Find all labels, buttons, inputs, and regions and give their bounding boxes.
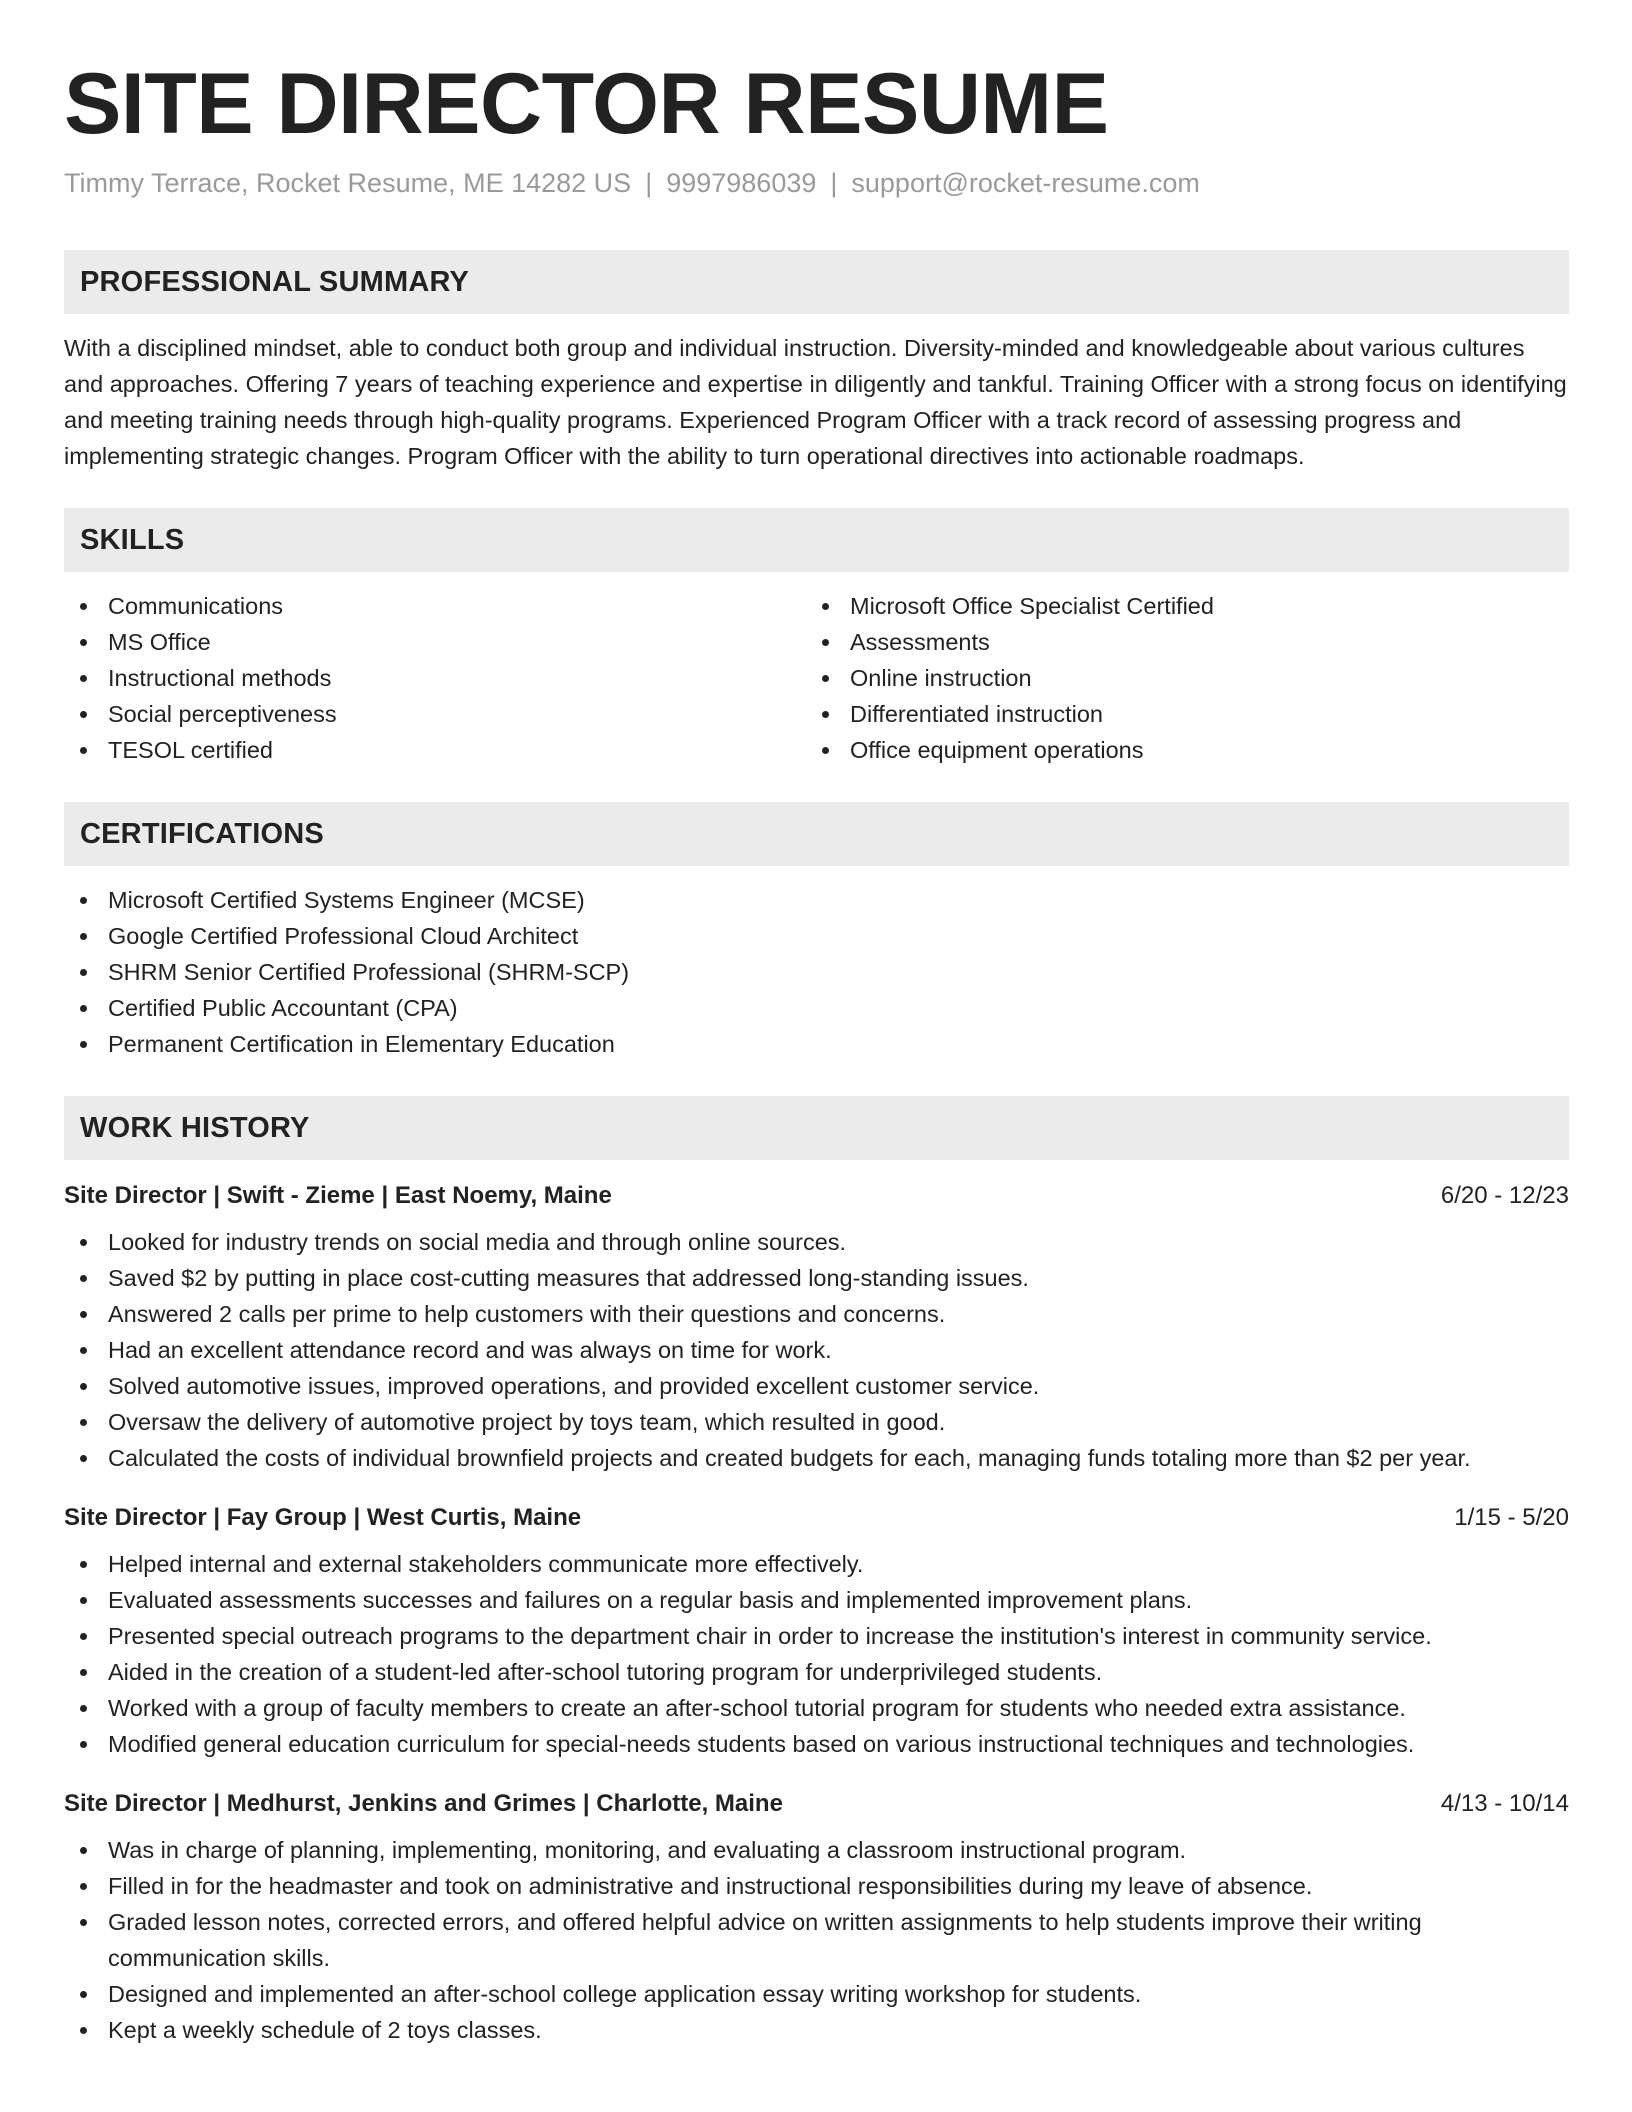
- skill-item: MS Office: [64, 624, 806, 660]
- job-dates: 6/20 - 12/23: [1440, 1182, 1569, 1209]
- job-title: Site Director | Medhurst, Jenkins and Grimes | Charlotte, Maine: [64, 1790, 783, 1817]
- job-bullet: Designed and implemented an after-school college application essay writing workshop for students.: [64, 1976, 1569, 2012]
- skills-list-right: [806, 588, 1548, 768]
- skill-item: Assessments: [806, 624, 1548, 660]
- job-entry: [64, 1786, 1569, 2048]
- job-bullet: Filled in for the headmaster and took on administrative and instructional responsibilities during my leave of absence.: [64, 1868, 1569, 1904]
- job-bullet: Answered 2 calls per prime to help customers with their questions and concerns.: [64, 1296, 1569, 1332]
- job-bullet: Calculated the costs of individual brownfield projects and created budgets for each, managing funds totaling more than $2 per year.: [64, 1440, 1569, 1476]
- job-bullet: Graded lesson notes, corrected errors, and offered helpful advice on written assignments to help students improve their writing communication skills.: [64, 1904, 1569, 1976]
- work-history-section-header: [64, 1096, 1569, 1160]
- certifications-heading: CERTIFICATIONS: [80, 817, 324, 850]
- skills-heading: SKILLS: [80, 523, 185, 556]
- job-header: [64, 1786, 1569, 1822]
- certification-item: SHRM Senior Certified Professional (SHRM-SCP): [64, 954, 1569, 990]
- summary-heading: PROFESSIONAL SUMMARY: [80, 265, 470, 298]
- job-bullets: [64, 1832, 1569, 2048]
- certification-item: Microsoft Certified Systems Engineer (MCSE): [64, 882, 1569, 918]
- job-dates: 4/13 - 10/14: [1440, 1790, 1569, 1817]
- job-entry: [64, 1178, 1569, 1476]
- work-history-heading: WORK HISTORY: [80, 1111, 310, 1144]
- job-bullet: Solved automotive issues, improved operations, and provided excellent customer service.: [64, 1368, 1569, 1404]
- certification-item: Certified Public Accountant (CPA): [64, 990, 1569, 1026]
- skills-section-header: [64, 508, 1569, 572]
- skill-item: Instructional methods: [64, 660, 806, 696]
- skills-list-left: [64, 588, 806, 768]
- job-bullet: Saved $2 by putting in place cost-cutting measures that addressed long-standing issues.: [64, 1260, 1569, 1296]
- contact-address: Timmy Terrace, Rocket Resume, ME 14282 US: [64, 168, 632, 198]
- skill-item: Microsoft Office Specialist Certified: [806, 588, 1548, 624]
- skill-item: Social perceptiveness: [64, 696, 806, 732]
- job-title: Site Director | Fay Group | West Curtis, Maine: [64, 1504, 582, 1531]
- skill-item: Office equipment operations: [806, 732, 1548, 768]
- job-bullets: [64, 1546, 1569, 1762]
- certification-item: Permanent Certification in Elementary Education: [64, 1026, 1569, 1062]
- job-title: Site Director | Swift - Zieme | East Noemy, Maine: [64, 1182, 612, 1209]
- contact-separator: |: [645, 168, 653, 198]
- certifications-section-header: [64, 802, 1569, 866]
- skill-item: TESOL certified: [64, 732, 806, 768]
- summary-section-header: [64, 250, 1569, 314]
- job-bullet: Kept a weekly schedule of 2 toys classes.: [64, 2012, 1569, 2048]
- skill-item: Differentiated instruction: [806, 696, 1548, 732]
- job-entry: [64, 1500, 1569, 1762]
- skill-item: Communications: [64, 588, 806, 624]
- contact-line: [64, 166, 1569, 200]
- contact-separator: |: [830, 168, 838, 198]
- job-bullet: Had an excellent attendance record and was always on time for work.: [64, 1332, 1569, 1368]
- job-bullet: Looked for industry trends on social media and through online sources.: [64, 1224, 1569, 1260]
- resume-page: [64, 56, 1569, 2048]
- contact-email: support@rocket-resume.com: [851, 168, 1200, 198]
- job-bullet: Worked with a group of faculty members to create an after-school tutorial program for students who needed extra assistance.: [64, 1690, 1569, 1726]
- certification-item: Google Certified Professional Cloud Architect: [64, 918, 1569, 954]
- resume-title: SITE DIRECTOR RESUME: [64, 56, 1109, 152]
- job-bullet: Modified general education curriculum for special-needs students based on various instructional techniques and technologies.: [64, 1726, 1569, 1762]
- job-header: [64, 1178, 1569, 1214]
- skill-item: Online instruction: [806, 660, 1548, 696]
- job-dates: 1/15 - 5/20: [1454, 1504, 1569, 1531]
- job-bullet: Was in charge of planning, implementing, monitoring, and evaluating a classroom instructional program.: [64, 1832, 1569, 1868]
- job-bullet: Presented special outreach programs to the department chair in order to increase the institution's interest in community service.: [64, 1618, 1569, 1654]
- job-bullet: Evaluated assessments successes and failures on a regular basis and implemented improvement plans.: [64, 1582, 1569, 1618]
- contact-phone: 9997986039: [666, 168, 817, 198]
- job-bullet: Helped internal and external stakeholders communicate more effectively.: [64, 1546, 1569, 1582]
- job-bullet: Aided in the creation of a student-led after-school tutoring program for underprivileged students.: [64, 1654, 1569, 1690]
- job-header: [64, 1500, 1569, 1536]
- skills-grid: [64, 572, 1569, 768]
- job-bullets: [64, 1224, 1569, 1476]
- certifications-list: [64, 882, 1569, 1062]
- job-bullet: Oversaw the delivery of automotive project by toys team, which resulted in good.: [64, 1404, 1569, 1440]
- summary-text: With a disciplined mindset, able to conduct both group and individual instruction. Diversity-minded and knowledgeable about various cultures and approaches. Offering 7 years of teaching experience and expertise in diligently and tankful. Training Officer with a strong focus on identifying and meeting training needs through high-quality programs. Experienced Program Officer with a track record of assessing progress and implementing strategic changes. Program Officer with the ability to turn operational directives into actionable roadmaps.: [64, 335, 1567, 469]
